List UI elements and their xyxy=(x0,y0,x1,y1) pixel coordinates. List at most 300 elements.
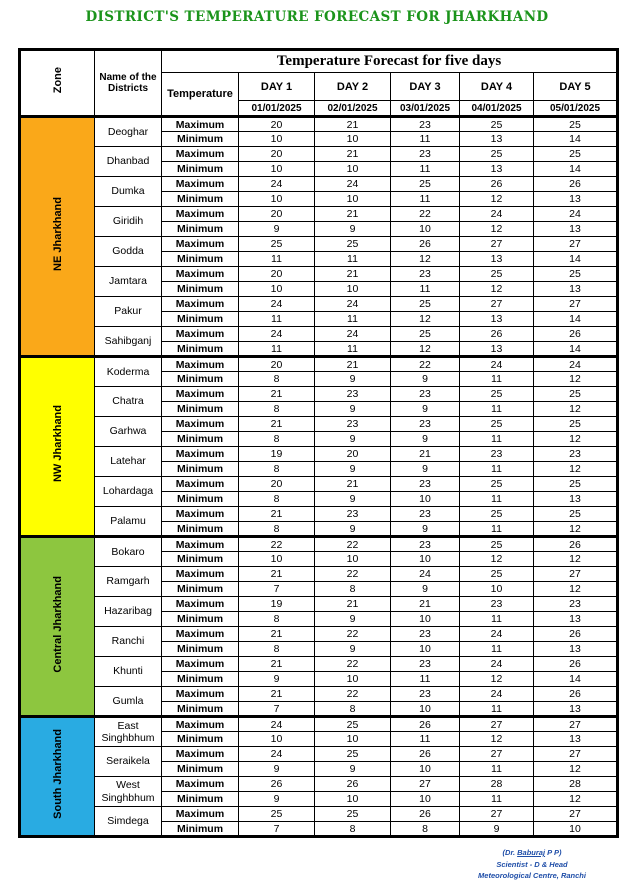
day-1-header: DAY 1 xyxy=(239,73,315,101)
temp-row-label-maximum: Maximum xyxy=(162,597,239,612)
min-temp-value: 11 xyxy=(460,612,534,627)
max-temp-value: 23 xyxy=(391,477,460,492)
temp-row-label-maximum: Maximum xyxy=(162,807,239,822)
day-2-header: DAY 2 xyxy=(315,73,391,101)
min-temp-value: 12 xyxy=(534,402,618,417)
min-temp-value: 11 xyxy=(391,162,460,177)
max-temp-value: 25 xyxy=(391,177,460,192)
min-temp-value: 13 xyxy=(460,312,534,327)
zone-cell xyxy=(20,717,95,837)
page-title: DISTRICT'S TEMPERATURE FORECAST FOR JHARKHAND xyxy=(85,9,549,25)
district-max-row xyxy=(20,177,618,192)
district-name: Latehar xyxy=(95,447,162,477)
zone-cell xyxy=(20,537,95,717)
district-name: Simdega xyxy=(95,807,162,837)
max-temp-value: 28 xyxy=(534,777,618,792)
max-temp-value: 25 xyxy=(391,297,460,312)
min-temp-value: 9 xyxy=(315,432,391,447)
max-temp-value: 26 xyxy=(534,327,618,342)
max-temp-value: 22 xyxy=(315,657,391,672)
min-temp-value: 13 xyxy=(460,342,534,357)
max-temp-value: 27 xyxy=(534,747,618,762)
temp-row-label-maximum: Maximum xyxy=(162,147,239,162)
min-temp-value: 13 xyxy=(534,192,618,207)
max-temp-value: 27 xyxy=(534,807,618,822)
max-temp-value: 21 xyxy=(315,357,391,372)
max-temp-value: 23 xyxy=(315,387,391,402)
max-temp-value: 25 xyxy=(460,537,534,552)
signature-block xyxy=(442,847,622,882)
min-temp-value: 10 xyxy=(239,732,315,747)
temp-row-label-minimum: Minimum xyxy=(162,552,239,567)
min-temp-value: 11 xyxy=(391,672,460,687)
table-main-title: Temperature Forecast for five days xyxy=(162,50,618,73)
min-temp-value: 7 xyxy=(239,822,315,837)
min-temp-value: 9 xyxy=(315,372,391,387)
min-temp-value: 9 xyxy=(239,222,315,237)
district-max-row xyxy=(20,537,618,552)
min-temp-value: 11 xyxy=(239,312,315,327)
min-temp-value: 13 xyxy=(534,702,618,717)
zone-label: Central Jharkhand xyxy=(51,575,64,673)
max-temp-value: 20 xyxy=(239,147,315,162)
max-temp-value: 27 xyxy=(460,747,534,762)
day-3-header: DAY 3 xyxy=(391,73,460,101)
max-temp-value: 19 xyxy=(239,447,315,462)
district-max-row xyxy=(20,387,618,402)
min-temp-value: 10 xyxy=(391,222,460,237)
min-temp-value: 11 xyxy=(460,522,534,537)
max-temp-value: 21 xyxy=(239,417,315,432)
max-temp-value: 25 xyxy=(460,567,534,582)
max-temp-value: 23 xyxy=(391,117,460,132)
max-temp-value: 25 xyxy=(239,237,315,252)
min-temp-value: 12 xyxy=(534,522,618,537)
min-temp-value: 9 xyxy=(239,792,315,807)
max-temp-value: 27 xyxy=(534,567,618,582)
min-temp-value: 8 xyxy=(315,582,391,597)
min-temp-value: 13 xyxy=(460,162,534,177)
temp-row-label-maximum: Maximum xyxy=(162,567,239,582)
max-temp-value: 24 xyxy=(239,327,315,342)
temp-row-label-minimum: Minimum xyxy=(162,282,239,297)
zone-header-label: Zone xyxy=(51,67,64,94)
temp-row-label-minimum: Minimum xyxy=(162,192,239,207)
min-temp-value: 12 xyxy=(460,672,534,687)
min-temp-value: 10 xyxy=(239,192,315,207)
temp-row-label-minimum: Minimum xyxy=(162,312,239,327)
max-temp-value: 27 xyxy=(460,237,534,252)
min-temp-value: 12 xyxy=(460,192,534,207)
min-temp-value: 13 xyxy=(534,612,618,627)
temp-row-label-minimum: Minimum xyxy=(162,402,239,417)
max-temp-value: 20 xyxy=(239,357,315,372)
min-temp-value: 11 xyxy=(460,432,534,447)
min-temp-value: 8 xyxy=(239,492,315,507)
min-temp-value: 10 xyxy=(391,492,460,507)
max-temp-value: 24 xyxy=(239,747,315,762)
min-temp-value: 10 xyxy=(391,762,460,777)
max-temp-value: 23 xyxy=(391,267,460,282)
max-temp-value: 24 xyxy=(460,627,534,642)
max-temp-value: 24 xyxy=(391,567,460,582)
min-temp-value: 10 xyxy=(391,552,460,567)
max-temp-value: 24 xyxy=(460,357,534,372)
signature-name: (Dr. Baburaj P P) xyxy=(502,848,562,857)
temp-row-label-minimum: Minimum xyxy=(162,462,239,477)
day-5-header: DAY 5 xyxy=(534,73,618,101)
temp-row-label-maximum: Maximum xyxy=(162,537,239,552)
district-name: Hazaribag xyxy=(95,597,162,627)
max-temp-value: 27 xyxy=(534,237,618,252)
min-temp-value: 9 xyxy=(391,522,460,537)
min-temp-value: 11 xyxy=(460,792,534,807)
max-temp-value: 24 xyxy=(239,717,315,732)
district-max-row xyxy=(20,327,618,342)
district-max-row xyxy=(20,207,618,222)
temp-row-label-maximum: Maximum xyxy=(162,177,239,192)
max-temp-value: 26 xyxy=(391,747,460,762)
district-name: Bokaro xyxy=(95,537,162,567)
temp-row-label-maximum: Maximum xyxy=(162,687,239,702)
max-temp-value: 21 xyxy=(239,627,315,642)
max-temp-value: 24 xyxy=(460,207,534,222)
max-temp-value: 23 xyxy=(315,507,391,522)
signature-office: Meteorological Centre, Ranchi xyxy=(478,871,586,881)
max-temp-value: 25 xyxy=(534,147,618,162)
district-max-row xyxy=(20,597,618,612)
min-temp-value: 14 xyxy=(534,162,618,177)
min-temp-value: 11 xyxy=(315,342,391,357)
max-temp-value: 25 xyxy=(460,387,534,402)
district-max-row xyxy=(20,717,618,732)
temp-row-label-minimum: Minimum xyxy=(162,582,239,597)
district-max-row xyxy=(20,447,618,462)
min-temp-value: 12 xyxy=(534,582,618,597)
temp-row-label-minimum: Minimum xyxy=(162,612,239,627)
district-max-row xyxy=(20,507,618,522)
min-temp-value: 10 xyxy=(534,822,618,837)
min-temp-value: 13 xyxy=(534,732,618,747)
zone-column-header xyxy=(20,50,95,117)
min-temp-value: 13 xyxy=(534,642,618,657)
min-temp-value: 11 xyxy=(460,402,534,417)
district-max-row xyxy=(20,627,618,642)
max-temp-value: 27 xyxy=(534,297,618,312)
max-temp-value: 26 xyxy=(315,777,391,792)
min-temp-value: 9 xyxy=(315,612,391,627)
min-temp-value: 8 xyxy=(315,822,391,837)
min-temp-value: 11 xyxy=(315,312,391,327)
temp-row-label-minimum: Minimum xyxy=(162,522,239,537)
max-temp-value: 25 xyxy=(460,417,534,432)
max-temp-value: 28 xyxy=(460,777,534,792)
min-temp-value: 11 xyxy=(391,732,460,747)
min-temp-value: 10 xyxy=(239,132,315,147)
zone-cell xyxy=(20,117,95,357)
max-temp-value: 25 xyxy=(534,117,618,132)
max-temp-value: 21 xyxy=(315,207,391,222)
min-temp-value: 12 xyxy=(534,792,618,807)
district-max-row xyxy=(20,357,618,372)
max-temp-value: 26 xyxy=(391,807,460,822)
day-4-header: DAY 4 xyxy=(460,73,534,101)
min-temp-value: 13 xyxy=(534,282,618,297)
temp-row-label-maximum: Maximum xyxy=(162,117,239,132)
min-temp-value: 8 xyxy=(239,462,315,477)
max-temp-value: 23 xyxy=(391,147,460,162)
max-temp-value: 27 xyxy=(391,777,460,792)
temp-row-label-maximum: Maximum xyxy=(162,327,239,342)
min-temp-value: 14 xyxy=(534,252,618,267)
max-temp-value: 27 xyxy=(460,717,534,732)
district-name: Pakur xyxy=(95,297,162,327)
temp-row-label-minimum: Minimum xyxy=(162,642,239,657)
max-temp-value: 22 xyxy=(315,687,391,702)
min-temp-value: 7 xyxy=(239,702,315,717)
min-temp-value: 9 xyxy=(391,462,460,477)
min-temp-value: 10 xyxy=(460,582,534,597)
temp-row-label-minimum: Minimum xyxy=(162,372,239,387)
min-temp-value: 12 xyxy=(534,372,618,387)
district-name: Lohardaga xyxy=(95,477,162,507)
max-temp-value: 25 xyxy=(460,117,534,132)
min-temp-value: 9 xyxy=(315,402,391,417)
max-temp-value: 26 xyxy=(534,627,618,642)
min-temp-value: 12 xyxy=(534,462,618,477)
header-row-main xyxy=(20,50,618,73)
max-temp-value: 23 xyxy=(315,417,391,432)
min-temp-value: 10 xyxy=(315,672,391,687)
min-temp-value: 10 xyxy=(391,612,460,627)
min-temp-value: 10 xyxy=(391,792,460,807)
max-temp-value: 27 xyxy=(460,297,534,312)
min-temp-value: 8 xyxy=(239,432,315,447)
min-temp-value: 10 xyxy=(391,702,460,717)
max-temp-value: 23 xyxy=(391,507,460,522)
temp-row-label-maximum: Maximum xyxy=(162,447,239,462)
min-temp-value: 12 xyxy=(534,552,618,567)
max-temp-value: 20 xyxy=(239,477,315,492)
temp-row-label-maximum: Maximum xyxy=(162,387,239,402)
temp-row-label-minimum: Minimum xyxy=(162,672,239,687)
district-name: Ranchi xyxy=(95,627,162,657)
temp-row-label-minimum: Minimum xyxy=(162,342,239,357)
min-temp-value: 10 xyxy=(315,162,391,177)
max-temp-value: 24 xyxy=(315,327,391,342)
district-name: Garhwa xyxy=(95,417,162,447)
min-temp-value: 8 xyxy=(239,522,315,537)
temp-row-label-minimum: Minimum xyxy=(162,822,239,837)
min-temp-value: 12 xyxy=(391,342,460,357)
min-temp-value: 11 xyxy=(391,282,460,297)
min-temp-value: 11 xyxy=(460,462,534,477)
temp-row-label-maximum: Maximum xyxy=(162,237,239,252)
max-temp-value: 26 xyxy=(534,657,618,672)
max-temp-value: 21 xyxy=(315,147,391,162)
max-temp-value: 24 xyxy=(239,177,315,192)
district-name: Gumla xyxy=(95,687,162,717)
temp-row-label-maximum: Maximum xyxy=(162,207,239,222)
signature-designation: Scientist - D & Head xyxy=(496,859,568,869)
max-temp-value: 25 xyxy=(534,417,618,432)
max-temp-value: 24 xyxy=(460,657,534,672)
temp-row-label-minimum: Minimum xyxy=(162,162,239,177)
min-temp-value: 11 xyxy=(460,702,534,717)
max-temp-value: 23 xyxy=(391,657,460,672)
district-name: Jamtara xyxy=(95,267,162,297)
day-1-date: 01/01/2025 xyxy=(239,101,315,117)
min-temp-value: 10 xyxy=(239,552,315,567)
max-temp-value: 23 xyxy=(460,597,534,612)
max-temp-value: 20 xyxy=(239,207,315,222)
zone-cell xyxy=(20,357,95,537)
min-temp-value: 12 xyxy=(534,432,618,447)
day-5-date: 05/01/2025 xyxy=(534,101,618,117)
max-temp-value: 26 xyxy=(534,177,618,192)
min-temp-value: 11 xyxy=(460,492,534,507)
max-temp-value: 25 xyxy=(315,717,391,732)
district-max-row xyxy=(20,117,618,132)
min-temp-value: 9 xyxy=(391,432,460,447)
min-temp-value: 9 xyxy=(315,462,391,477)
min-temp-value: 14 xyxy=(534,132,618,147)
day-2-date: 02/01/2025 xyxy=(315,101,391,117)
max-temp-value: 21 xyxy=(315,267,391,282)
max-temp-value: 23 xyxy=(460,447,534,462)
max-temp-value: 26 xyxy=(391,717,460,732)
max-temp-value: 21 xyxy=(315,597,391,612)
max-temp-value: 26 xyxy=(460,327,534,342)
min-temp-value: 10 xyxy=(239,162,315,177)
district-max-row xyxy=(20,687,618,702)
max-temp-value: 25 xyxy=(534,477,618,492)
min-temp-value: 14 xyxy=(534,672,618,687)
district-name: Ramgarh xyxy=(95,567,162,597)
max-temp-value: 24 xyxy=(315,297,391,312)
max-temp-value: 21 xyxy=(239,507,315,522)
district-name: Dumka xyxy=(95,177,162,207)
max-temp-value: 24 xyxy=(315,177,391,192)
max-temp-value: 24 xyxy=(460,687,534,702)
temperature-column-header: Temperature xyxy=(162,73,239,117)
min-temp-value: 11 xyxy=(460,762,534,777)
min-temp-value: 10 xyxy=(391,642,460,657)
zone-label: NW Jharkhand xyxy=(51,405,64,483)
max-temp-value: 25 xyxy=(460,507,534,522)
min-temp-value: 13 xyxy=(460,252,534,267)
min-temp-value: 8 xyxy=(315,702,391,717)
min-temp-value: 14 xyxy=(534,342,618,357)
temp-row-label-minimum: Minimum xyxy=(162,732,239,747)
min-temp-value: 9 xyxy=(460,822,534,837)
min-temp-value: 12 xyxy=(460,732,534,747)
district-max-row xyxy=(20,747,618,762)
min-temp-value: 13 xyxy=(534,222,618,237)
district-max-row xyxy=(20,267,618,282)
temp-row-label-maximum: Maximum xyxy=(162,747,239,762)
min-temp-value: 9 xyxy=(315,642,391,657)
min-temp-value: 12 xyxy=(534,762,618,777)
max-temp-value: 23 xyxy=(534,597,618,612)
district-max-row xyxy=(20,657,618,672)
district-name: West Singhbhum xyxy=(95,777,162,807)
min-temp-value: 10 xyxy=(315,552,391,567)
district-name: Deoghar xyxy=(95,117,162,147)
max-temp-value: 21 xyxy=(239,567,315,582)
district-max-row xyxy=(20,777,618,792)
max-temp-value: 27 xyxy=(534,717,618,732)
max-temp-value: 19 xyxy=(239,597,315,612)
district-name: Giridih xyxy=(95,207,162,237)
district-max-row xyxy=(20,807,618,822)
max-temp-value: 26 xyxy=(391,237,460,252)
temp-row-label-minimum: Minimum xyxy=(162,432,239,447)
max-temp-value: 21 xyxy=(239,657,315,672)
district-name: Chatra xyxy=(95,387,162,417)
temp-row-label-minimum: Minimum xyxy=(162,792,239,807)
max-temp-value: 24 xyxy=(534,207,618,222)
max-temp-value: 20 xyxy=(239,117,315,132)
min-temp-value: 11 xyxy=(391,192,460,207)
temp-row-label-maximum: Maximum xyxy=(162,657,239,672)
max-temp-value: 22 xyxy=(315,537,391,552)
max-temp-value: 22 xyxy=(315,567,391,582)
min-temp-value: 9 xyxy=(315,522,391,537)
district-max-row xyxy=(20,477,618,492)
max-temp-value: 25 xyxy=(534,507,618,522)
min-temp-value: 11 xyxy=(460,642,534,657)
min-temp-value: 11 xyxy=(239,252,315,267)
district-name: Khunti xyxy=(95,657,162,687)
temp-row-label-maximum: Maximum xyxy=(162,357,239,372)
temp-row-label-maximum: Maximum xyxy=(162,417,239,432)
min-temp-value: 11 xyxy=(460,372,534,387)
max-temp-value: 20 xyxy=(315,447,391,462)
temp-row-label-minimum: Minimum xyxy=(162,702,239,717)
min-temp-value: 9 xyxy=(391,582,460,597)
temp-row-label-maximum: Maximum xyxy=(162,717,239,732)
day-4-date: 04/01/2025 xyxy=(460,101,534,117)
temp-row-label-maximum: Maximum xyxy=(162,627,239,642)
min-temp-value: 10 xyxy=(239,282,315,297)
min-temp-value: 9 xyxy=(239,672,315,687)
max-temp-value: 23 xyxy=(391,387,460,402)
min-temp-value: 11 xyxy=(315,252,391,267)
max-temp-value: 22 xyxy=(391,357,460,372)
district-name: Palamu xyxy=(95,507,162,537)
min-temp-value: 9 xyxy=(391,402,460,417)
district-name: Godda xyxy=(95,237,162,267)
zone-label: NE Jharkhand xyxy=(51,197,64,271)
min-temp-value: 8 xyxy=(239,402,315,417)
min-temp-value: 9 xyxy=(315,762,391,777)
temp-row-label-minimum: Minimum xyxy=(162,762,239,777)
min-temp-value: 12 xyxy=(391,252,460,267)
max-temp-value: 21 xyxy=(239,387,315,402)
district-name: Dhanbad xyxy=(95,147,162,177)
max-temp-value: 21 xyxy=(391,447,460,462)
max-temp-value: 23 xyxy=(391,537,460,552)
min-temp-value: 11 xyxy=(239,342,315,357)
max-temp-value: 26 xyxy=(534,687,618,702)
max-temp-value: 24 xyxy=(239,297,315,312)
min-temp-value: 12 xyxy=(460,552,534,567)
max-temp-value: 25 xyxy=(315,807,391,822)
max-temp-value: 23 xyxy=(534,447,618,462)
district-name: Sahibganj xyxy=(95,327,162,357)
max-temp-value: 25 xyxy=(315,237,391,252)
